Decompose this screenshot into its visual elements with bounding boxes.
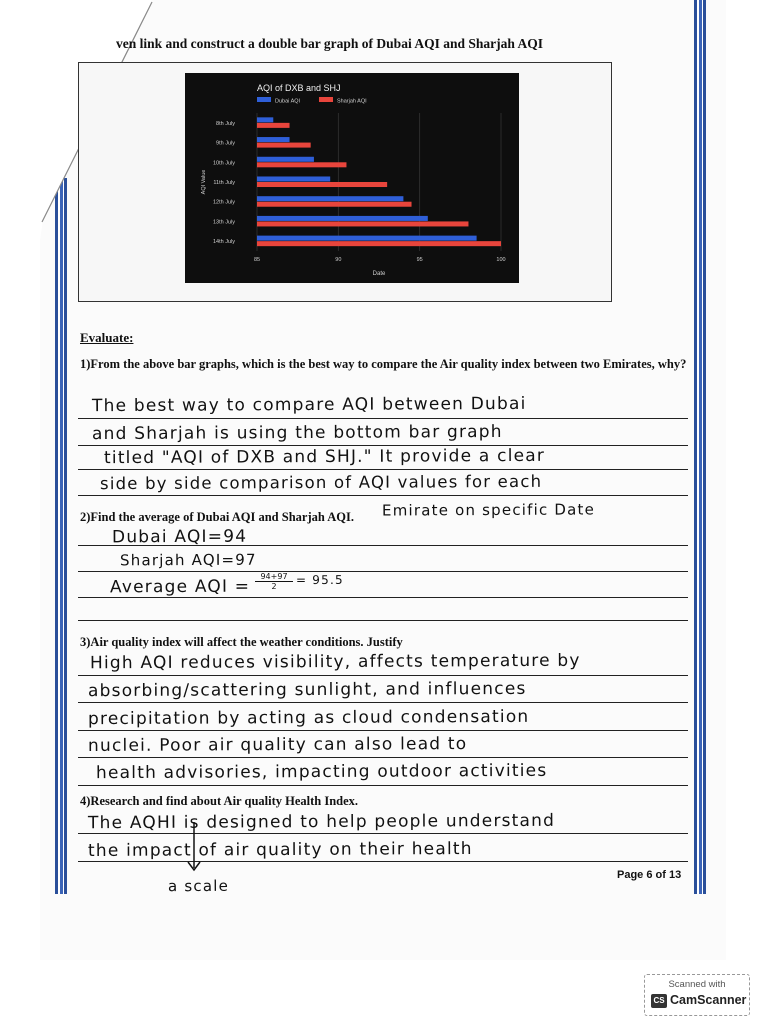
ruled-line [78,620,688,621]
legend-label: Dubai AQI [275,98,301,105]
chart-bar [257,137,290,142]
question-3: 3)Air quality index will affect the weather conditions. Justify [80,635,403,649]
ruled-line [78,495,688,496]
chart-bar [257,123,290,128]
answer-3-line-2: absorbing/scattering sunlight, and influences [87,678,527,702]
fraction-numerator: 94+97 [255,572,293,582]
answer-1-line-4: side by side comparison of AQI values for each [99,471,543,494]
ruled-line [78,675,688,676]
chart-bar [257,143,311,148]
chart-category-label: 10th July [212,160,235,167]
chart-y-axis-label: AQI Value [201,169,207,195]
chart-bar [257,241,501,246]
chart-x-axis-label: Date [372,271,386,277]
answer-2-average-label: Average AQI = [109,576,251,598]
page-number: Page 6 of 13 [617,869,682,881]
answer-1-line-1: The best way to compare AQI between Dubai [91,393,527,417]
chart-x-tick: 95 [416,257,423,263]
chart-category-label: 9th July [216,140,235,147]
ruled-line [78,597,688,598]
chart-bar [257,182,387,187]
evaluate-heading: Evaluate: [80,330,134,345]
chart-bar [257,196,403,201]
chart-x-tick: 100 [496,257,506,263]
answer-3-line-5: health advisories, impacting outdoor activities [95,760,548,784]
chart-bar [257,162,346,167]
question-2: 2)Find the average of Dubai AQI and Sharjah AQI. [80,510,354,524]
chart-category-label: 13th July [212,219,235,226]
chart-bar [257,117,273,122]
answer-1-line-3: titled "AQI of DXB and SHJ." It provide a clear [103,445,546,469]
ruled-line [78,833,688,834]
chart-bar [257,236,477,241]
answer-1-line-2: and Sharjah is using the bottom bar graph [91,421,503,445]
scanner-caption: Scanned with [668,979,726,990]
answer-4-note: a scale [167,876,230,896]
chart-bar [257,202,412,207]
insertion-arrow [180,822,210,882]
answer-3-line-1: High AQI reduces visibility, affects temperature by [89,650,581,674]
chart-bar [257,176,330,181]
chart-category-label: 14th July [212,239,235,246]
ruled-line [78,861,688,862]
legend-label: Sharjah AQI [337,98,367,105]
ruled-line [78,571,688,572]
question-4: 4)Research and find about Air quality Health Index. [80,794,359,808]
ruled-line [78,730,688,731]
page-border-right [694,0,706,894]
answer-2-result: = 95.5 [295,572,344,588]
average-fraction [255,572,293,591]
chart-bar [257,221,468,226]
camscanner-badge [644,974,750,1016]
chart-category-label: 11th July [213,180,235,186]
ruled-line [78,418,688,419]
chart-x-tick: 90 [335,257,342,263]
answer-3-line-4: nuclei. Poor air quality can also lead to [87,734,468,756]
chart-bar [257,216,428,221]
answer-2-sharjah: Sharjah AQI=97 [119,550,257,570]
answer-3-line-3: precipitation by acting as cloud condensation [87,706,530,730]
ruled-line [78,702,688,703]
ruled-line [78,757,688,758]
aqi-bar-chart [185,73,519,283]
chart-bar [257,157,314,162]
answer-1-tail: Emirate on specific Date [381,500,596,520]
ruled-line [78,469,688,470]
answer-4-line-2: the impact of air quality on their health [87,838,473,862]
camscanner-logo-icon: CS [651,994,667,1008]
scanner-brand: CamScanner [670,993,747,1007]
chart-title: AQI of DXB and SHJ [257,83,341,93]
worksheet-instruction: ven link and construct a double bar graph of Dubai AQI and Sharjah AQI [116,36,543,51]
answer-2-dubai: Dubai AQI=94 [111,526,248,548]
fraction-denominator: 2 [271,582,277,591]
legend-swatch [257,97,271,102]
page-border-left [55,178,67,894]
chart-category-label: 8th July [216,120,235,127]
chart-x-tick: 85 [253,257,261,263]
legend-swatch [319,97,333,102]
ruled-line [78,785,688,786]
chart-category-label: 12th July [212,199,235,206]
question-1: 1)From the above bar graphs, which is the best way to compare the Air quality index between two Emirates, why? [80,357,687,371]
chart-svg [185,73,519,283]
answer-4-line-1: The AQHI is designed to help people understand [87,810,556,834]
